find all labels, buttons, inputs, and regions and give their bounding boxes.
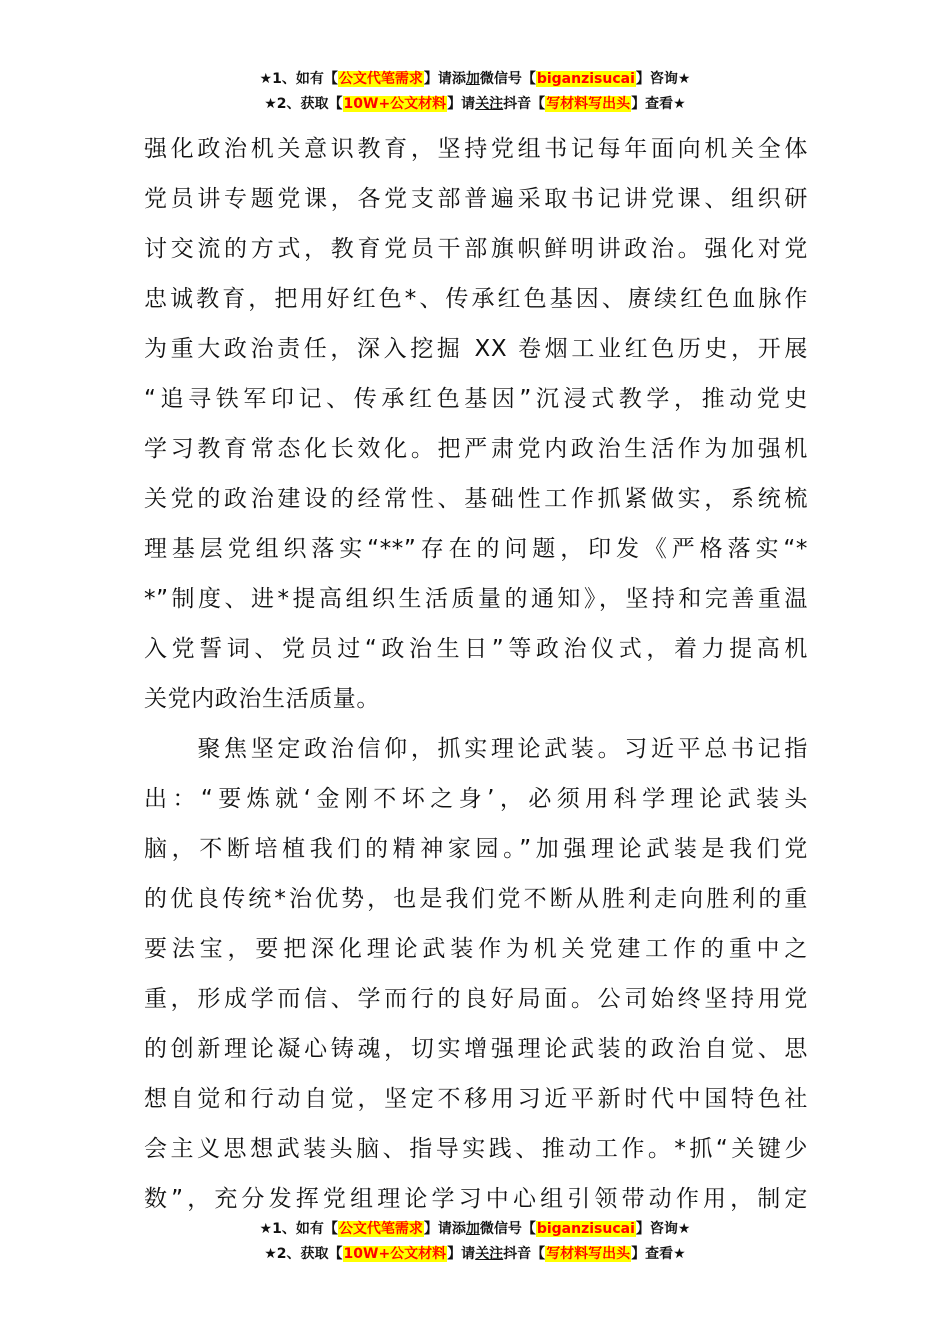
document-body <box>144 124 808 1224</box>
banner-text: 】查看★ <box>631 96 686 112</box>
banner-text: 微信号【 <box>479 71 536 87</box>
footer-banner <box>0 1218 950 1268</box>
banner-underlined-text: 关注 <box>475 1246 504 1262</box>
highlight-douyin-account: 写材料写出头 <box>546 1246 631 1262</box>
body-line: 想自觉和行动自觉，坚定不移用习近平新时代中国特色社 <box>144 1086 808 1112</box>
highlight-materials: 10W+公文材料 <box>343 96 447 112</box>
body-line: 强化政治机关意识教育，坚持党组书记每年面向机关全体 <box>144 136 808 162</box>
body-line: 关党内政治生活质量。 <box>144 686 380 712</box>
body-line: 讨交流的方式，教育党员干部旗帜鲜明讲政治。强化对党 <box>144 236 808 262</box>
body-line: 脑，不断培植我们的精神家园。”加强理论武装是我们党 <box>144 836 808 862</box>
highlight-service: 公文代笔需求 <box>338 71 423 87</box>
banner-underlined-text: 关注 <box>475 96 504 112</box>
banner-text: 抖音【 <box>503 96 546 112</box>
banner-line-2 <box>0 1243 950 1268</box>
banner-text: 】查看★ <box>631 1246 686 1262</box>
body-line: “追寻铁军印记、传承红色基因”沉浸式教学，推动党史 <box>144 386 808 412</box>
banner-text: 】咨询★ <box>635 1221 691 1237</box>
banner-text: ★1、如有【 <box>259 71 338 87</box>
banner-text: 】请添 <box>423 71 466 87</box>
body-line: 党员讲专题党课，各党支部普遍采取书记讲党课、组织研 <box>144 186 808 212</box>
header-banner <box>0 68 950 118</box>
banner-text: ★2、获取【 <box>264 96 343 112</box>
banner-text: 】咨询★ <box>635 71 691 87</box>
body-line: 重，形成学而信、学而行的良好局面。公司始终坚持用党 <box>144 986 808 1012</box>
banner-line-1 <box>0 68 950 93</box>
body-line: 聚焦坚定政治信仰，抓实理论武装。习近平总书记指 <box>144 736 808 762</box>
highlight-douyin-account: 写材料写出头 <box>546 96 631 112</box>
body-line: 的创新理论凝心铸魂，切实增强理论武装的政治自觉、思 <box>144 1036 808 1062</box>
body-line: 要法宝，要把深化理论武装作为机关党建工作的重中之 <box>144 936 808 962</box>
banner-line-2 <box>0 93 950 118</box>
banner-underlined-text: 加 <box>465 1221 480 1237</box>
banner-text: ★1、如有【 <box>259 1221 338 1237</box>
body-line: 为重大政治责任，深入挖掘 XX 卷烟工业红色历史，开展 <box>144 336 808 362</box>
body-line: 学习教育常态化长效化。把严肃党内政治生活作为加强机 <box>144 436 808 462</box>
body-line: 出：“要炼就‘金刚不坏之身’，必须用科学理论武装头 <box>144 786 808 812</box>
banner-text: 抖音【 <box>503 1246 546 1262</box>
banner-underlined-text: 加 <box>465 71 480 87</box>
body-line: 入党誓词、党员过“政治生日”等政治仪式，着力提高机 <box>144 636 808 662</box>
banner-text: 】请 <box>447 1246 476 1262</box>
highlight-wechat-id: biganzisucai <box>536 71 635 87</box>
body-line: 会主义思想武装头脑、指导实践、推动工作。*抓“关键少 <box>144 1136 808 1162</box>
body-line: 的优良传统*治优势，也是我们党不断从胜利走向胜利的重 <box>144 886 808 912</box>
body-line: 关党的政治建设的经常性、基础性工作抓紧做实，系统梳 <box>144 486 808 512</box>
banner-text: 】请添 <box>423 1221 466 1237</box>
banner-text: ★2、获取【 <box>264 1246 343 1262</box>
highlight-wechat-id: biganzisucai <box>536 1221 635 1237</box>
body-line: 理基层党组织落实“**”存在的问题，印发《严格落实“* <box>144 536 808 562</box>
highlight-materials: 10W+公文材料 <box>343 1246 447 1262</box>
body-line: 忠诚教育，把用好红色*、传承红色基因、赓续红色血脉作 <box>144 286 808 312</box>
banner-line-1 <box>0 1218 950 1243</box>
body-line: *”制度、进*提高组织生活质量的通知》，坚持和完善重温 <box>144 586 808 612</box>
banner-text: 微信号【 <box>479 1221 536 1237</box>
banner-text: 】请 <box>447 96 476 112</box>
highlight-service: 公文代笔需求 <box>338 1221 423 1237</box>
body-line: 数”，充分发挥党组理论学习中心组引领带动作用，制定 <box>144 1186 808 1212</box>
